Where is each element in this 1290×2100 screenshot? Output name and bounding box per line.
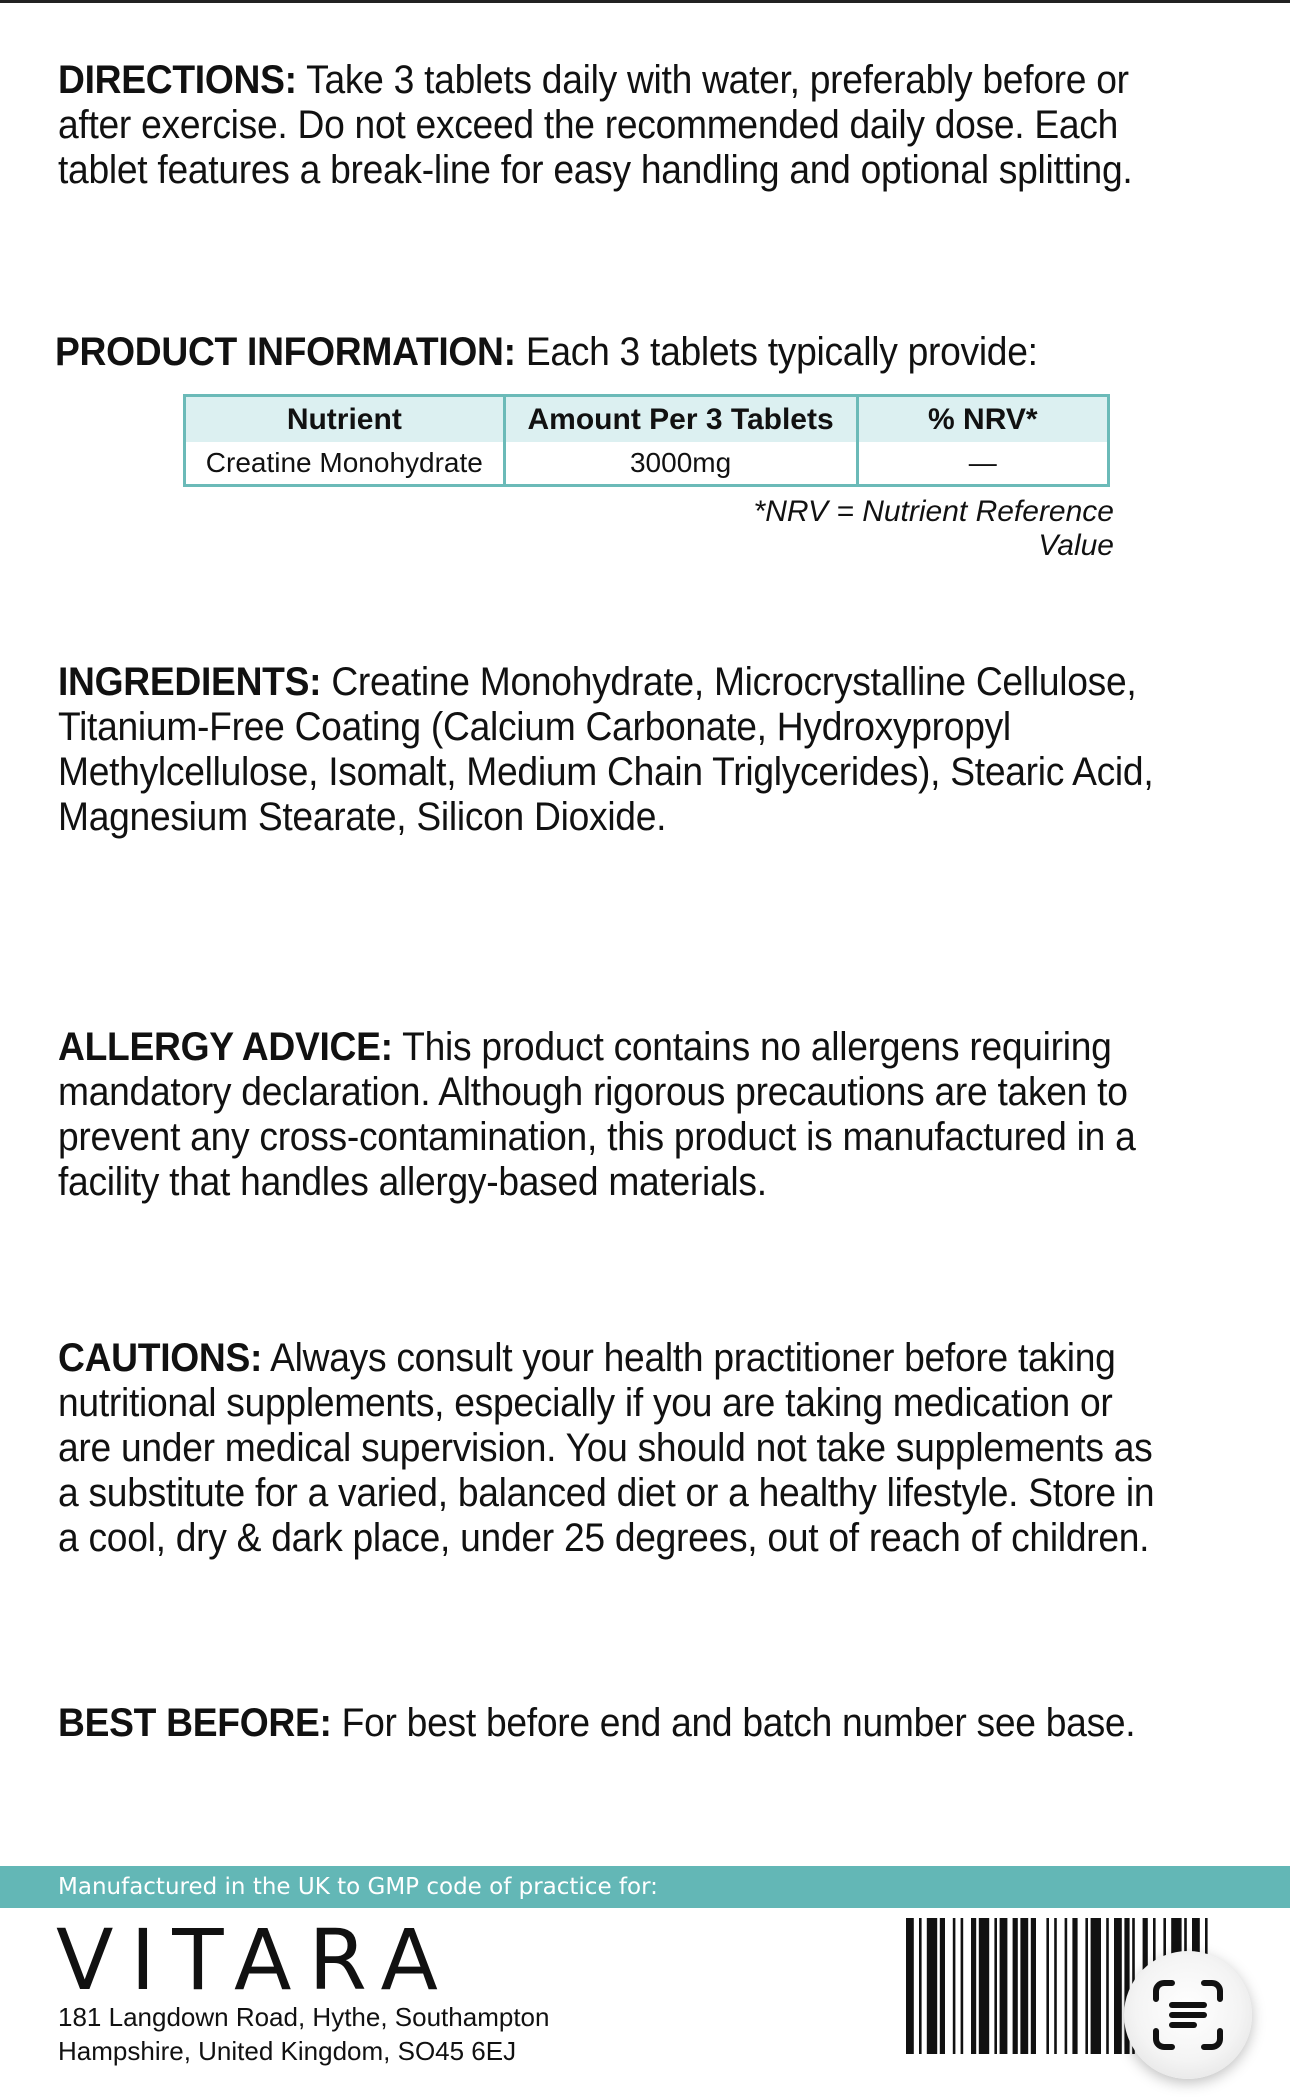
- brand-logo: VITARA: [56, 1911, 455, 2009]
- directions-heading: DIRECTIONS:: [58, 58, 297, 102]
- live-text-scan-icon: [1148, 1975, 1228, 2055]
- directions-section: [58, 58, 1155, 193]
- directions-text: Take 3 tablets daily with water, preferably before or after exercise. Do not exceed the recommended daily dose. Each tablet features a break-line for easy handling and optional splitting.: [58, 58, 1133, 192]
- cautions-section: [58, 1336, 1155, 1561]
- best-before-text: For best before end and batch number see base.: [331, 1701, 1136, 1745]
- ingredients-heading: INGREDIENTS:: [58, 660, 322, 704]
- ingredients-section: [58, 660, 1155, 840]
- live-text-scan-button[interactable]: [1124, 1951, 1252, 2079]
- nrv-footnote: *NRV = Nutrient Reference Value: [753, 495, 1114, 562]
- table-cell-nrv: —: [857, 442, 1108, 486]
- allergy-section: [58, 1025, 1155, 1205]
- top-border: [0, 0, 1290, 3]
- best-before-section: [58, 1701, 1155, 1746]
- table-header-amount: Amount Per 3 Tablets: [504, 396, 857, 443]
- best-before-heading: BEST BEFORE:: [58, 1701, 332, 1745]
- address-block: [58, 2000, 578, 2068]
- nutrition-table: [183, 394, 1110, 487]
- product-information-section: [55, 330, 1152, 375]
- product-information-heading: PRODUCT INFORMATION:: [55, 330, 516, 374]
- table-cell-amount: 3000mg: [504, 442, 857, 486]
- table-header-row: [185, 396, 1109, 443]
- table-row: [185, 442, 1109, 486]
- ingredients-text: Creatine Monohydrate, Microcrystalline Cellulose, Titanium-Free Coating (Calcium Carbonate, Hydroxypropyl Methylcellulose, Isomalt, Medium Chain Triglycerides), Stearic Acid, Magnesium Stearate, Silicon Dioxide.: [58, 660, 1154, 839]
- address-line-1: 181 Langdown Road, Hythe, Southampton: [58, 2002, 550, 2032]
- address-line-2: Hampshire, United Kingdom, SO45 6EJ: [58, 2036, 517, 2066]
- manufacturer-band: Manufactured in the UK to GMP code of practice for:: [0, 1866, 1290, 1908]
- allergy-text: This product contains no allergens requiring mandatory declaration. Although rigorous precautions are taken to prevent any cross-contamination, this product is manufactured in a facility that handles allergy-based materials.: [58, 1025, 1136, 1204]
- cautions-text: Always consult your health practitioner before taking nutritional supplements, especially if you are taking medication or are under medical supervision. You should not take supplements as a substitute for a varied, balanced diet or a healthy lifestyle. Store in a cool, dry & dark place, under 25 degrees, out of reach of children.: [58, 1336, 1155, 1560]
- cautions-heading: CAUTIONS:: [58, 1336, 263, 1380]
- allergy-heading: ALLERGY ADVICE:: [58, 1025, 393, 1069]
- table-cell-nutrient: Creatine Monohydrate: [185, 442, 505, 486]
- table-header-nrv: % NRV*: [857, 396, 1108, 443]
- table-header-nutrient: Nutrient: [185, 396, 505, 443]
- product-information-text: Each 3 tablets typically provide:: [515, 330, 1038, 374]
